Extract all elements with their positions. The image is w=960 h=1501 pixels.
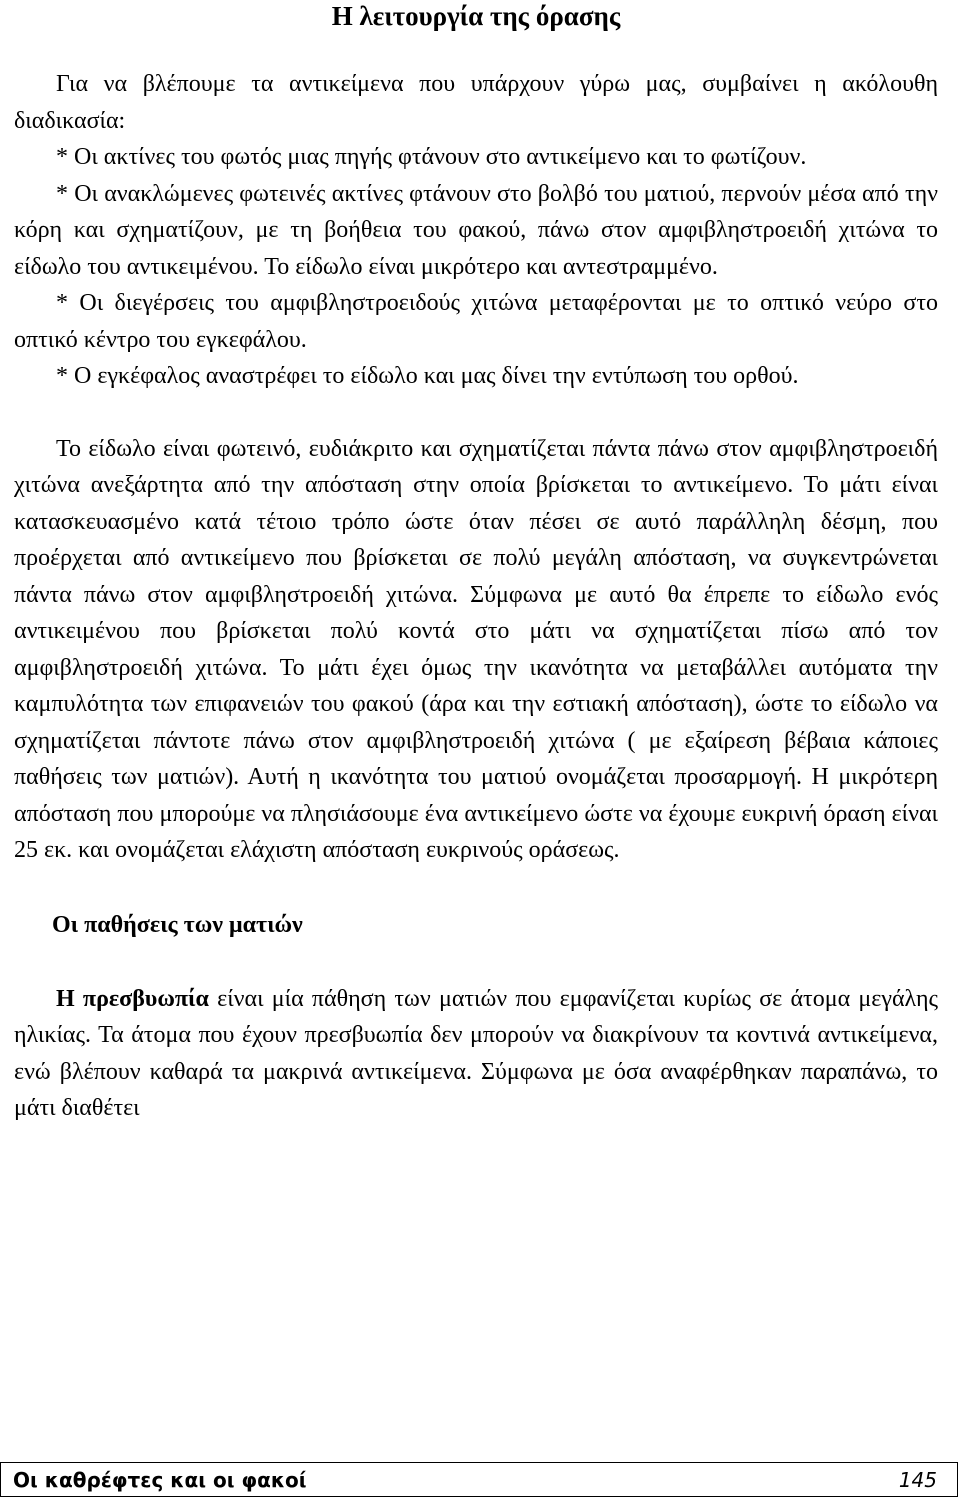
process-section (14, 66, 938, 395)
presbyopia-section (14, 981, 938, 1127)
step-item: * Οι διεγέρσεις του αμφιβληστροειδούς χιτώνα μεταφέρονται με το οπτικό νεύρο στο οπτικό κέντρο του εγκεφάλου. (14, 290, 938, 353)
chapter-title: Οι καθρέφτες και οι φακοί (13, 1467, 307, 1492)
page-content (14, 0, 938, 1127)
presbyopia-paragraph (14, 981, 938, 1127)
intro-paragraph: Για να βλέπουμε τα αντικείμενα που υπάρχουν γύρω μας, συμβαίνει η ακόλουθη διαδικασία: (14, 71, 938, 134)
section-heading: Οι παθήσεις των ματιών (52, 911, 303, 938)
step-item: * Οι ακτίνες του φωτός μιας πηγής φτάνουν στο αντικείμενο και το φωτίζουν. (56, 144, 807, 170)
step-item: * Οι ανακλώμενες φωτεινές ακτίνες φτάνουν στο βολβό του ματιού, περνούν μέσα από την κόρη και σχηματίζουν, με τη βοήθεια του φακού, πάνω στον αμφιβληστροειδή χιτώνα το είδωλο του αντικειμένου. Το είδωλο είναι μικρότερο και αντεστραμμένο. (14, 180, 938, 280)
page-footer (0, 1462, 958, 1497)
page-title: Η λειτουργία της όρασης (331, 1, 621, 31)
image-section (14, 431, 938, 869)
conditions-section (14, 907, 938, 943)
presbyopia-text: είναι μία πάθηση των ματιών που εμφανίζεται κυρίως σε άτομα μεγάλης ηλικίας. Τα άτομα που έχουν πρεσβυωπία δεν μπορούν να διακρίνουν τα κοντινά αντικείμενα, ενώ βλέπουν καθαρά τα μακρινά αντικείμενα. Σύμφωνα με όσα αναφέρθηκαν παραπάνω, το μάτι διαθέτει (14, 985, 938, 1121)
image-paragraph: Το είδωλο είναι φωτεινό, ευδιάκριτο και σχηματίζεται πάντα πάνω στον αμφιβληστροειδή χιτώνα ανεξάρτητα από την απόσταση στην οποία βρίσκεται το αντικείμενο. Το μάτι είναι κατασκευασμένο κατά τέτοιο τρόπο ώστε όταν πέσει σε αυτό παράλληλη δέσμη, που προέρχεται από αντικείμενο που βρίσκεται σε πολύ μεγάλη απόσταση, να συγκεντρώνεται πάντα πάνω στον αμφιβληστροειδή χιτώνα. Σύμφωνα με αυτό θα έπρεπε το είδωλο ενός αντικειμένου που βρίσκεται πολύ κοντά στο μάτι να σχηματίζεται πίσω από τον αμφιβληστροειδή χιτώνα. Το μάτι έχει όμως την ικανότητα να μεταβάλλει αυτόματα την καμπυλότητα των επιφανειών του φακού (άρα και την εστιακή απόσταση), ώστε το είδωλο να σχηματίζεται πάντοτε πάνω στον αμφιβληστροειδή χιτώνα ( με εξαίρεση βέβαια κάποιες παθήσεις των ματιών). Αυτή η ικανότητα του ματιού ονομάζεται προσαρμογή. Η μικρότερη απόσταση που μπορούμε να πλησιάσουμε ένα αντικείμενο ώστε να έχουμε ευκρινή όραση είναι 25 εκ. και ονομάζεται ελάχιστη απόσταση ευκρινούς οράσεως. (14, 435, 938, 863)
page-number: 145 (898, 1467, 937, 1492)
presbyopia-term: Η πρεσβυωπία (56, 985, 209, 1012)
step-item: * Ο εγκέφαλος αναστρέφει το είδωλο και μας δίνει την εντύπωση του ορθού. (56, 363, 799, 389)
